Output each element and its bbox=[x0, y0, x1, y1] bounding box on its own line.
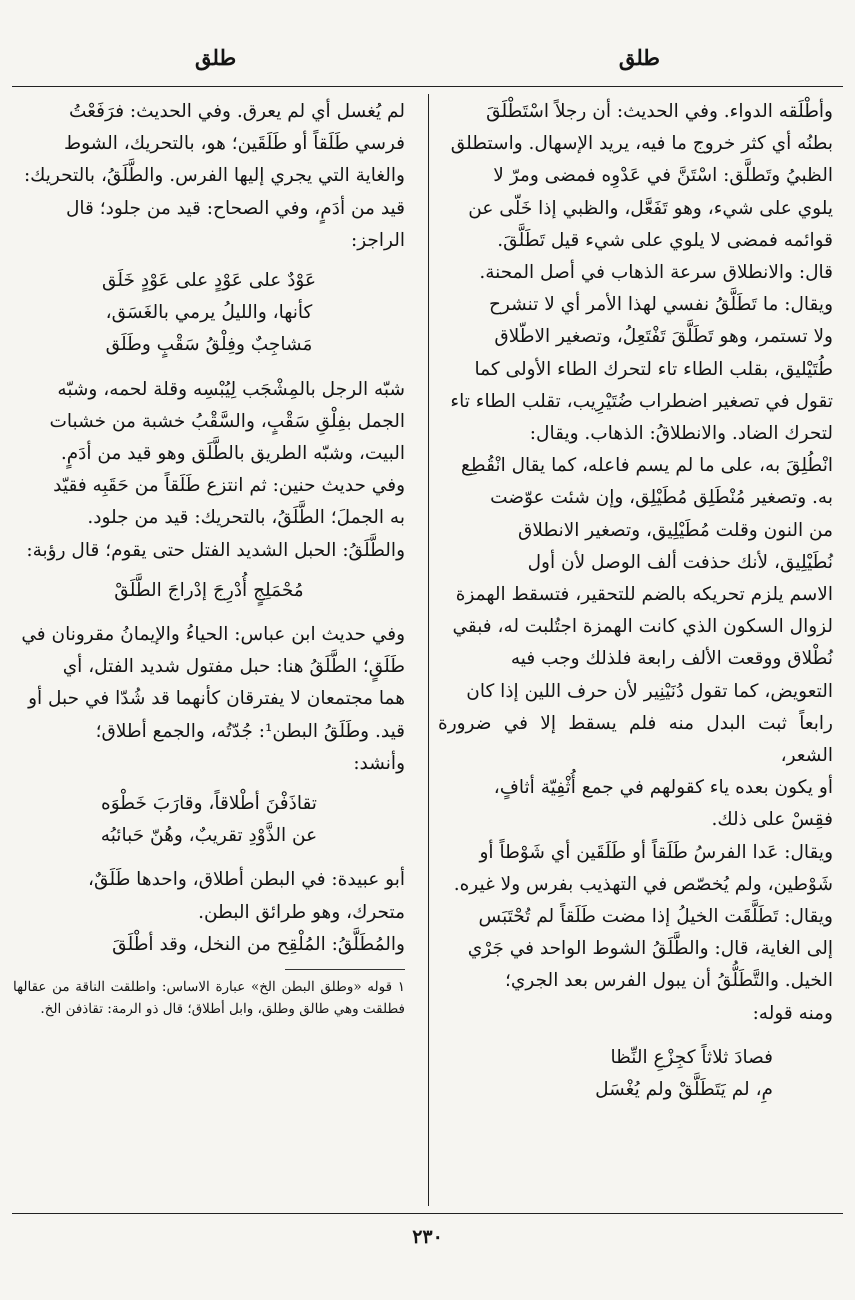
verse-line: مِ، لم يَتَطَلَّقْ ولم يُغْسَل bbox=[595, 1079, 773, 1101]
verse-line: فصادَ ثلاثاً كجِزْعِ النِّظا bbox=[610, 1046, 773, 1068]
text-line: لم يُغسل أي لم يعرق. وفي الحديث: فرَفَعْتُ bbox=[69, 101, 405, 122]
text-line: الراجز: bbox=[350, 229, 405, 251]
footnote: ١ قوله «وطلق البطن الخ» عبارة الاساس: واطلقت الناقة من عقالها فطلقت وهي طالق وطلق، وابل أطلاق؛ قال ذو الرمة: تقاذفن الخ. bbox=[13, 979, 405, 1018]
text-line: فقِسْ على ذلك. bbox=[711, 809, 833, 831]
verse-line: مُحْمَلِجٍ أُدْرِجَ إدْراجَ الطَّلَقْ bbox=[114, 579, 304, 601]
text-line: شبّه الرجل بالمِشْجَب لِيُبْسِه وقلة لحمه، وشبّه bbox=[57, 378, 405, 400]
verse-line: تقاذَفْنَ أطْلاقاً، وقارَبَ خَطْوَه bbox=[101, 793, 317, 815]
verse-block bbox=[13, 575, 405, 607]
right-column bbox=[438, 96, 833, 1106]
verse-block bbox=[13, 265, 405, 362]
text-line: ويقال: ما تَطَلَّقُ نفسي لهذا الأمر أي لا تنشرح bbox=[488, 294, 833, 316]
text-line: والغاية التي يجري إليها الفرس. والطَّلَقُ، بالتحريك: bbox=[23, 165, 405, 187]
left-column bbox=[13, 96, 405, 1020]
text-line: التعويض، كما تقول دُنَيْنِير لأن حرف اللين إذا كان bbox=[466, 680, 833, 702]
text-line: قيد من أدَمٍ، وفي الصحاح: قيد من جلود؛ قال bbox=[65, 197, 405, 219]
text-line: ويقال: تَطَلَّقَت الخيلُ إذا مضت طَلَقاً لم تُحْتَبَس bbox=[478, 906, 833, 928]
text-line: أو يكون بعده ياء كقولهم في جمع أُثْفِيّة أثافٍ، bbox=[493, 777, 833, 799]
text-line: شَوْطين، ولم يُخصّص في التهذيب بفرس ولا غيره. bbox=[453, 873, 833, 895]
text-line: والمُطَلَّقُ: المُلْقِح من النخل، وقد أطْلَقَ bbox=[112, 933, 405, 955]
text-line: الاسم يلزم تحريكه بالضم للتحقير، فتسقط الهمزة bbox=[455, 584, 833, 606]
text-line: من النون وقلت مُطَيْلِيق، وتصغير الانطلاق bbox=[518, 519, 833, 541]
text-line: هما مجتمعان لا يفترقان كأنهما قد شُدّا في حبل أو bbox=[28, 688, 405, 710]
text-line: الخيل. والتَّطَلُّقُ أن يبول الفرس بعد الجري؛ bbox=[505, 970, 833, 992]
text-line: البيت، وشبّه الطريق بالطَّلَق وهو قيد من أدَمٍ. bbox=[60, 443, 405, 465]
verse-line: عن الذَّوْدِ تقريبٌ، وهُنّ حَبائبُه bbox=[100, 825, 318, 847]
right-running-head: طلق bbox=[618, 45, 660, 70]
text-line: إلى الغاية، قال: والطَّلَقُ الشوط الواحد في جَرْي bbox=[467, 938, 833, 960]
text-line: به. وتصغير مُنْطَلِق مُطَيْلِق، وإن شئت عوّضت bbox=[490, 487, 833, 509]
text-line: قوائمه فمضى لا يلوي على شيء قيل تَطَلَّقَ. bbox=[497, 229, 833, 251]
text-line: به الجملَ؛ الطَّلَقُ، بالتحريك: قيد من جلود. bbox=[87, 507, 405, 529]
text-line: طَلَقٍ؛ الطَّلَقُ هنا: حبل مفتول شديد الفتل، أي bbox=[62, 656, 405, 678]
column-divider bbox=[428, 94, 429, 1206]
text-line: تقول في تصغير اضطراب ضُتَيْرِيب، تقلب الطاء تاء bbox=[450, 390, 833, 412]
verse-line: كأنها، والليلُ يرمي بالغَسَق، bbox=[105, 302, 313, 324]
top-rule bbox=[12, 86, 843, 87]
verse-block bbox=[13, 788, 405, 852]
text-line: وأطْلَقه الدواء. وفي الحديث: أن رجلاً اسْتَطْلَقَ bbox=[486, 101, 833, 122]
text-line: وفي حديث حنين: ثم انتزع طَلَقاً من حَقَبِه فقيّد bbox=[53, 475, 405, 497]
text-line: نُطْلاق ووقعت الألف رابعة فلذلك وجب فيه bbox=[510, 648, 833, 670]
text-line: نُطَيْلِيق، لأنك حذفت ألف الوصل لأن أول bbox=[527, 551, 833, 573]
text-line: ولا تستمر، وهو تَطَلَّقَ تَفْتَعِلُ، وتصغير الاطّلاق bbox=[494, 326, 833, 348]
text-line: أبو عبيدة: في البطن أطلاق، واحدها طَلَقٌ، bbox=[88, 869, 405, 891]
text-line: قال: والانطلاق سرعة الذهاب في أصل المحنة. bbox=[479, 262, 833, 284]
text-line: بطنُه أي كثر خروج ما فيه، يريد الإسهال. واستطلق bbox=[450, 133, 833, 155]
text-line: والطَّلَقُ: الحبل الشديد الفتل حتى يقوم؛ قال رؤبة: bbox=[26, 539, 405, 561]
text-line: طُتَيْليق، بقلب الطاء تاء لتحرك الطاء الأولى كما bbox=[474, 358, 833, 380]
text-line: وأنشد: bbox=[353, 752, 405, 774]
footnote-rule bbox=[285, 969, 405, 970]
text-line: قيد. وطَلَقُ البطن¹: جُدّتُه، والجمع أطلاق؛ bbox=[95, 720, 405, 742]
text-line: لزوال السكون الذي كانت الهمزة اجتُلبت له، فبقي bbox=[452, 616, 833, 638]
text-line: الجمل بفِلْقِ سَقْبٍ، والسَّقْبُ خشبة من خشبات bbox=[49, 410, 405, 432]
text-line: فرسي طَلَقاً أو طَلَقَين؛ هو، بالتحريك، الشوط bbox=[63, 133, 405, 155]
text-line: ويقال: عَدا الفرسُ طَلَقاً أو طَلَقَين أي شَوْطاً أو bbox=[479, 841, 833, 863]
text-line: لتحرك الضاد. والانطلاقُ: الذهاب. ويقال: bbox=[529, 423, 833, 445]
text-line: الظبيُ وتَطلَّق: اسْتَنَّ في عَدْوِه فمضى ومرّ لا bbox=[493, 165, 833, 187]
text-line: رابعاً ثبت البدل منه فلم يسقط إلا في ضرورة الشعر، bbox=[438, 712, 833, 767]
text-line: وفي حديث ابن عباس: الحياءُ والإيمانُ مقرونان في bbox=[21, 624, 405, 646]
text-line: متحرك، وهو طرائق البطن. bbox=[198, 901, 405, 923]
text-line: انْطُلِقَ به، على ما لم يسم فاعله، كما يقال انْقُطِع bbox=[461, 455, 833, 477]
page-number: ٢٣٠ bbox=[412, 1226, 443, 1248]
verse-line: عَوْدٌ على عَوْدٍ على عَوْدٍ خَلَق bbox=[101, 270, 317, 292]
text-line: ومنه قوله: bbox=[752, 1002, 833, 1024]
bottom-rule bbox=[12, 1213, 843, 1214]
left-running-head: طلق bbox=[195, 45, 237, 70]
verse-line: مَشاجِبٌ وفِلْقُ سَقْبٍ وطَلَق bbox=[105, 334, 313, 356]
verse-block bbox=[438, 1042, 833, 1106]
text-line: يلوي على شيء، وهو تَفَعَّل، والظبي إذا خَلّى عن bbox=[468, 197, 833, 219]
